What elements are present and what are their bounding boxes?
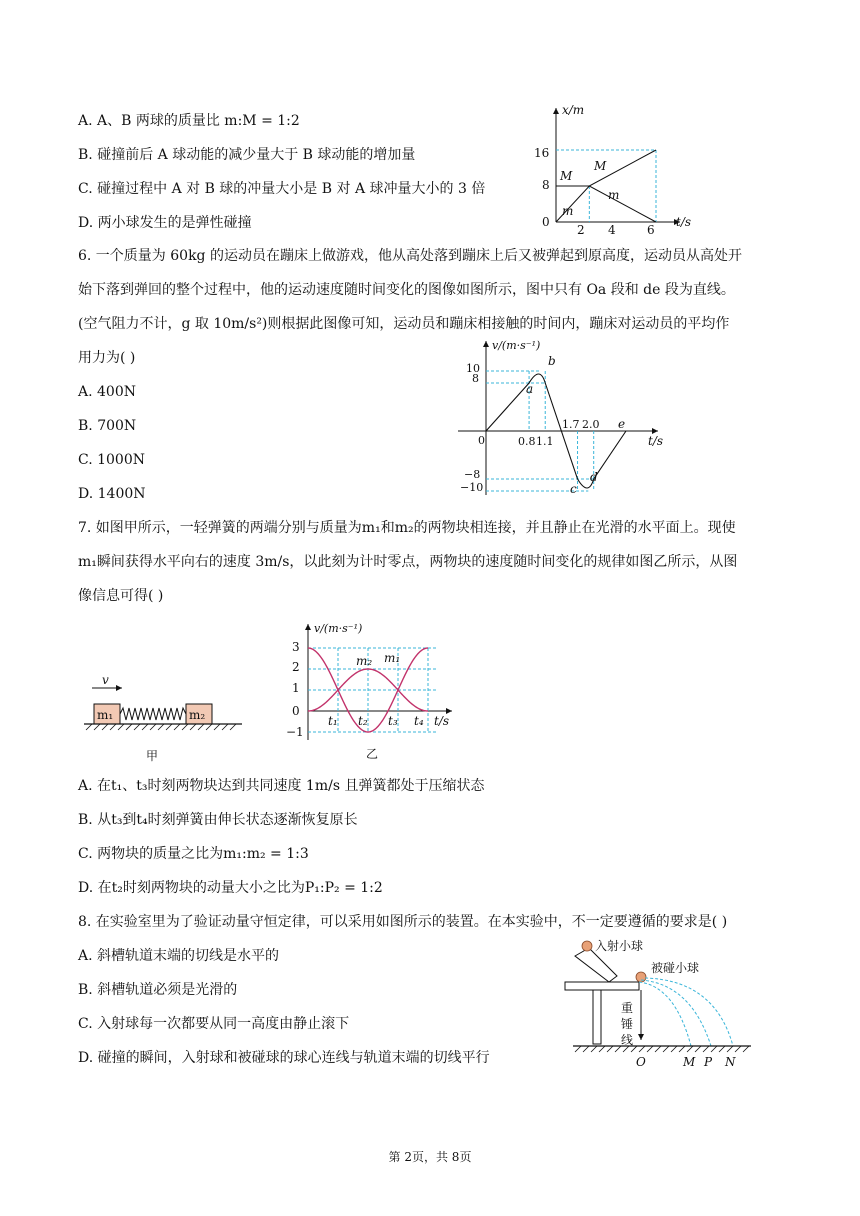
q5-option-b: B. 碰撞前后 A 球动能的减少量大于 B 球动能的增加量 [78, 147, 416, 163]
fig6-xtick-0.8: 0.8 [518, 435, 536, 448]
fig5-x-label: t/s [676, 215, 692, 229]
fig8-incident-label: 入射小球 [595, 939, 644, 953]
fig8-trajectory-M [639, 982, 691, 1046]
fig5-xtick-6: 6 [647, 223, 655, 237]
fig7b-xtick-t4: t₄ [414, 714, 424, 728]
fig6-y-label: v/(m·s⁻¹) [492, 339, 541, 352]
fig7a-caption: 甲 [146, 749, 159, 763]
q5-option-c: C. 碰撞过程中 A 对 B 球的冲量大小是 B 对 A 球冲量大小的 3 倍 [78, 181, 486, 197]
fig8-plumb-char-2: 锤 [621, 1017, 634, 1031]
q7-option-c: C. 两物块的质量之比为m₁:m₂ = 1:3 [78, 846, 309, 862]
q6-option-b: B. 700N [78, 418, 137, 434]
fig7a-spring [120, 708, 186, 720]
fig7b-label-m2: m₂ [356, 654, 373, 668]
fig7a-ground-hatch [86, 724, 236, 730]
q8-option-c: C. 入射球每一次都要从同一高度由静止滚下 [78, 1016, 350, 1032]
q6-option-a: A. 400N [78, 384, 136, 400]
fig6-point-b: b [548, 354, 556, 368]
fig7a-block-m2-label: m₂ [189, 708, 206, 722]
fig8-stand [593, 990, 601, 1044]
fig5-xt-graph [520, 100, 700, 237]
fig7a-spring-blocks [82, 673, 262, 766]
fig6-vt-graph [450, 335, 670, 505]
fig7b-ytick-neg1: −1 [286, 725, 304, 739]
fig5-label-M-right: M [594, 159, 607, 173]
page-footer: 第 2页，共 8页 [388, 1150, 472, 1164]
fig8-incident-ball [582, 941, 592, 951]
fig5-ytick-16: 16 [534, 146, 550, 160]
fig7b-ytick-3: 3 [292, 640, 300, 654]
q8-option-b: B. 斜槽轨道必须是光滑的 [78, 982, 238, 998]
fig6-xtick-1.7: 1.7 [562, 418, 580, 431]
fig6-xtick-1.1: 1.1 [536, 435, 554, 448]
fig6-point-a: a [526, 382, 534, 396]
fig8-plumb-char-1: 重 [621, 1001, 634, 1015]
fig8-apparatus [565, 936, 765, 1071]
fig7a-block-m1-label: m₁ [97, 708, 114, 722]
q7-line3: 像信息可得( ) [78, 588, 164, 604]
q7-line1: 7. 如图甲所示，一轻弹簧的两端分别与质量为m₁和m₂的两物块相连接，并且静止在光滑的水平面上。现使 [78, 520, 736, 536]
fig8-point-O: O [636, 1055, 646, 1069]
q6-line2: 始下落到弹回的整个过程中，他的运动速度随时间变化的图像如图所示，图中只有 Oa 段和 de 段为直线。 [78, 282, 735, 298]
fig6-ytick-10: 10 [466, 362, 480, 375]
fig7b-vt-graph [284, 618, 484, 768]
q6-option-c: C. 1000N [78, 452, 145, 468]
fig8-inclined-chute [575, 948, 617, 982]
fig6-ytick-neg8: −8 [464, 468, 481, 481]
fig5-label-m-left: m [562, 204, 574, 218]
fig8-point-M: M [683, 1055, 696, 1069]
q7-line2: m₁瞬间获得水平向右的速度 3m/s，以此刻为计时零点，两物块的速度随时间变化的规律如图乙所示，从图 [78, 554, 738, 570]
q8-line1: 8. 在实验室里为了验证动量守恒定律，可以采用如图所示的装置。在本实验中，不一定要遵循的要求是( ) [78, 914, 728, 930]
fig7b-ytick-1: 1 [292, 681, 300, 695]
fig8-target-label: 被碰小球 [651, 961, 700, 975]
fig6-ytick-neg10: −10 [460, 481, 484, 494]
fig6-xtick-2.0: 2.0 [582, 418, 600, 431]
fig8-point-N: N [725, 1055, 736, 1069]
fig8-trajectory-P [641, 980, 711, 1046]
fig8-point-P: P [704, 1055, 713, 1069]
q6-line4: 用力为( ) [78, 350, 136, 366]
fig7b-y-label: v/(m·s⁻¹) [314, 622, 363, 635]
q8-option-d: D. 碰撞的瞬间，入射球和被碰球的球心连线与轨道末端的切线平行 [78, 1050, 490, 1066]
fig6-x-label: t/s [648, 434, 664, 448]
q6-line1: 6. 一个质量为 60kg 的运动员在蹦床上做游戏，他从高处落到蹦床上后又被弹起到原高度，运动员从高处开 [78, 248, 742, 264]
fig8-ground-hatch [575, 1046, 749, 1052]
fig5-xtick-2: 2 [577, 223, 585, 237]
fig8-plumb-char-3: 线 [621, 1033, 634, 1047]
fig7b-label-m1: m₁ [384, 651, 401, 665]
fig6-point-d: d [590, 470, 598, 484]
fig7b-ytick-2: 2 [292, 660, 300, 674]
fig8-track [565, 982, 639, 990]
fig6-origin: 0 [478, 434, 485, 447]
fig5-xtick-4: 4 [608, 223, 616, 237]
fig6-point-e: e [618, 417, 626, 431]
fig5-label-m-right: m [608, 188, 620, 202]
q7-option-d: D. 在t₂时刻两物块的动量大小之比为P₁:P₂ = 1:2 [78, 880, 383, 896]
fig5-label-M-left: M [560, 169, 573, 183]
fig7b-xtick-t2: t₂ [358, 714, 368, 728]
fig6-ytick-8: 8 [472, 372, 479, 385]
q7-option-a: A. 在t₁、t₃时刻两物块达到共同速度 1m/s 且弹簧都处于压缩状态 [78, 778, 485, 794]
fig7b-x-label: t/s [434, 714, 450, 728]
q7-option-b: B. 从t₃到t₄时刻弹簧由伸长状态逐渐恢复原长 [78, 812, 358, 828]
fig5-y-label: x/m [562, 103, 585, 117]
q5-option-a: A. A、B 两球的质量比 m:M = 1:2 [78, 113, 300, 129]
q8-option-a: A. 斜槽轨道末端的切线是水平的 [78, 948, 280, 964]
q6-option-d: D. 1400N [78, 486, 146, 502]
fig7a-v-label: v [102, 673, 109, 687]
fig7b-caption: 乙 [366, 747, 379, 761]
fig5-ytick-8: 8 [542, 178, 550, 192]
fig5-ytick-0: 0 [542, 215, 550, 229]
fig7b-ytick-0: 0 [292, 704, 300, 718]
fig7b-xtick-t1: t₁ [328, 714, 338, 728]
q6-line3: (空气阻力不计，g 取 10m/s²)则根据此图像可知，运动员和蹦床相接触的时间内，蹦床对运动员的平均作 [78, 316, 730, 332]
fig7b-xtick-t3: t₃ [388, 714, 398, 728]
fig8-trajectory-N [645, 978, 733, 1046]
q5-option-d: D. 两小球发生的是弹性碰撞 [78, 215, 252, 231]
fig6-point-c: c [570, 482, 577, 496]
